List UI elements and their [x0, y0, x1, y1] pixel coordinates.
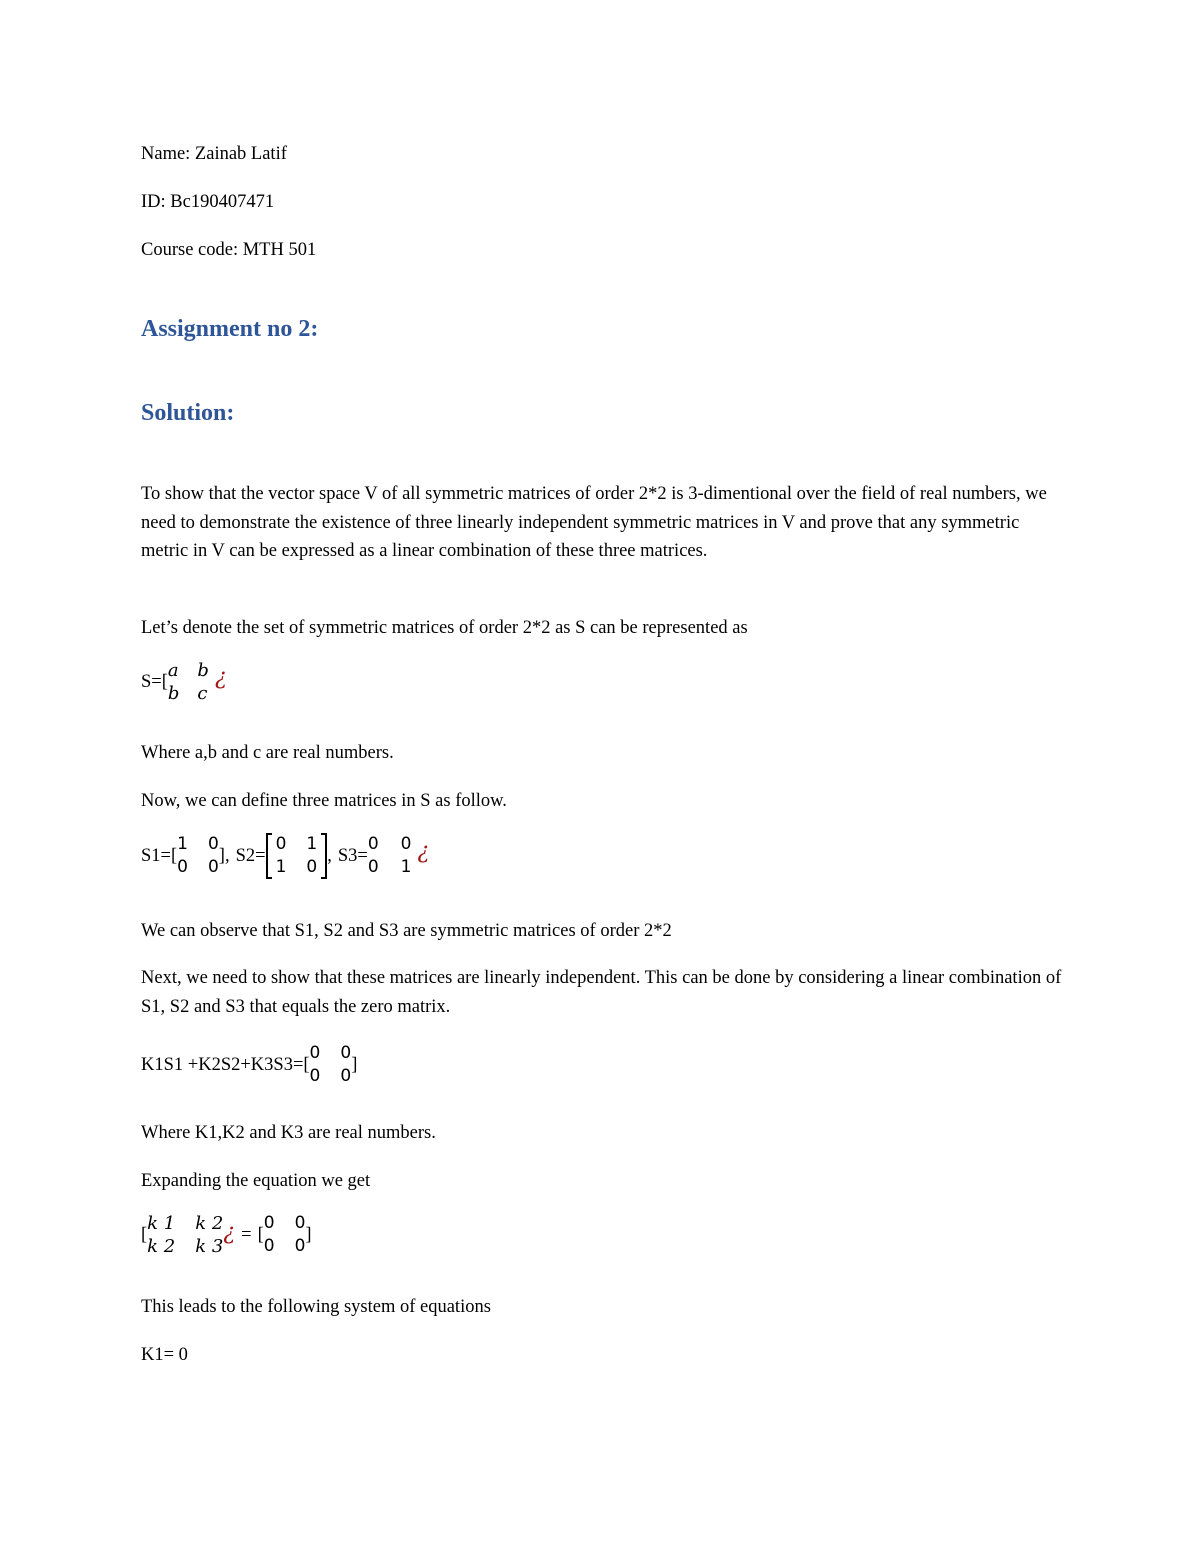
assignment-heading: Assignment no 2: [141, 316, 319, 342]
matrix-cell: 0 [309, 1043, 321, 1063]
s1-close: ], [218, 845, 230, 866]
matrix-cell: a [167, 660, 179, 681]
s2-label: S2= [235, 845, 266, 866]
k1-equation: K1= 0 [141, 1345, 188, 1365]
matrix-cell: 0 [340, 1043, 352, 1063]
intro-paragraph: To show that the vector space V of all symmetric matrices of order 2*2 is 3-dimentional over the field of real numbers, we need to demonstrate the existence of three linearly independent symmetric matrices in V and prove that any symmetric metric in V can be expressed as a linear combination of these three matrices. [141, 484, 1047, 561]
where-abc-paragraph: Where a,b and c are real numbers. [141, 743, 394, 763]
equation-linear-combination [141, 1043, 357, 1103]
matrix-cell: b [167, 683, 180, 704]
solution-heading: Solution: [141, 400, 235, 426]
render-error-glyph: ¿ [214, 664, 227, 690]
matrix-cell: 0 [263, 1213, 275, 1233]
matrix-cell: 0 [207, 857, 219, 877]
expanding-paragraph: Expanding the equation we get [141, 1171, 371, 1191]
left-bracket [266, 833, 272, 879]
matrix-cell: 1 [400, 857, 412, 877]
matrix-cell: 0 [367, 857, 379, 877]
s1-label: S1=[ [141, 845, 178, 866]
matrix-cell: 0 [177, 857, 188, 877]
expanded-open: [ [141, 1224, 148, 1245]
observe-paragraph: We can observe that S1, S2 and S3 are symmetric matrices of order 2*2 [141, 921, 672, 941]
render-error-glyph: ¿ [417, 838, 430, 864]
lin-comb-close: ] [351, 1054, 358, 1075]
s-def-lhs: S=[ [141, 671, 168, 692]
matrix-cell: 0 [294, 1213, 306, 1233]
matrix-cell: 0 [263, 1236, 275, 1256]
next-paragraph: Next, we need to show that these matrices are linearly independent. This can be done by considering a linear combination of S1, S2 and S3 that equals the zero matrix. [141, 968, 1062, 1017]
matrix-cell: 0 [306, 857, 318, 877]
k-matrix [147, 1213, 223, 1257]
matrix-cell: 0 [294, 1236, 306, 1256]
lin-comb-lhs: K1S1 +K2S2+K3S3=[ [141, 1054, 310, 1075]
matrix-cell: 1 [275, 857, 287, 877]
matrix-cell: 0 [400, 834, 412, 854]
matrix-cell: 0 [275, 834, 287, 854]
matrix-cell: 0 [367, 834, 379, 854]
equation-s-matrices [141, 833, 429, 893]
zero-matrix [310, 1043, 352, 1087]
matrix-cell: k 2 [147, 1236, 176, 1257]
leads-paragraph: This leads to the following system of equations [141, 1297, 491, 1317]
course-code: Course code: MTH 501 [141, 240, 317, 260]
matrix-cell: k 1 [147, 1213, 176, 1234]
s-def-matrix [168, 660, 209, 704]
where-k-paragraph: Where K1,K2 and K3 are real numbers. [141, 1123, 436, 1143]
matrix-cell: 1 [177, 834, 188, 854]
s3-label: S3= [337, 845, 368, 866]
render-error-glyph: ¿ [223, 1219, 236, 1245]
s1-matrix [177, 834, 219, 878]
student-name: Name: Zainab Latif [141, 144, 287, 164]
matrix-cell: 0 [309, 1066, 321, 1086]
matrix-cell: 0 [340, 1066, 352, 1086]
equation-expanded [141, 1213, 312, 1273]
equals-sign: = [241, 1224, 252, 1245]
s2-matrix [276, 834, 318, 878]
s2-close: , [327, 845, 332, 866]
matrix-cell: b [197, 660, 209, 681]
define-paragraph: Now, we can define three matrices in S as follow. [141, 791, 507, 811]
student-id: ID: Bc190407471 [141, 192, 275, 212]
expanded-right-close: ] [305, 1224, 312, 1245]
denote-paragraph: Let’s denote the set of symmetric matrices of order 2*2 as S can be represented as [141, 618, 748, 638]
matrix-cell: c [197, 683, 208, 704]
matrix-cell: k 2 [195, 1213, 224, 1234]
zero-matrix [264, 1213, 306, 1257]
expanded-right-open: [ [257, 1224, 264, 1245]
matrix-cell: 0 [207, 834, 219, 854]
matrix-cell: 1 [306, 834, 318, 854]
equation-s-definition [141, 660, 227, 720]
matrix-cell: k 3 [195, 1236, 224, 1257]
s3-matrix [368, 834, 412, 878]
